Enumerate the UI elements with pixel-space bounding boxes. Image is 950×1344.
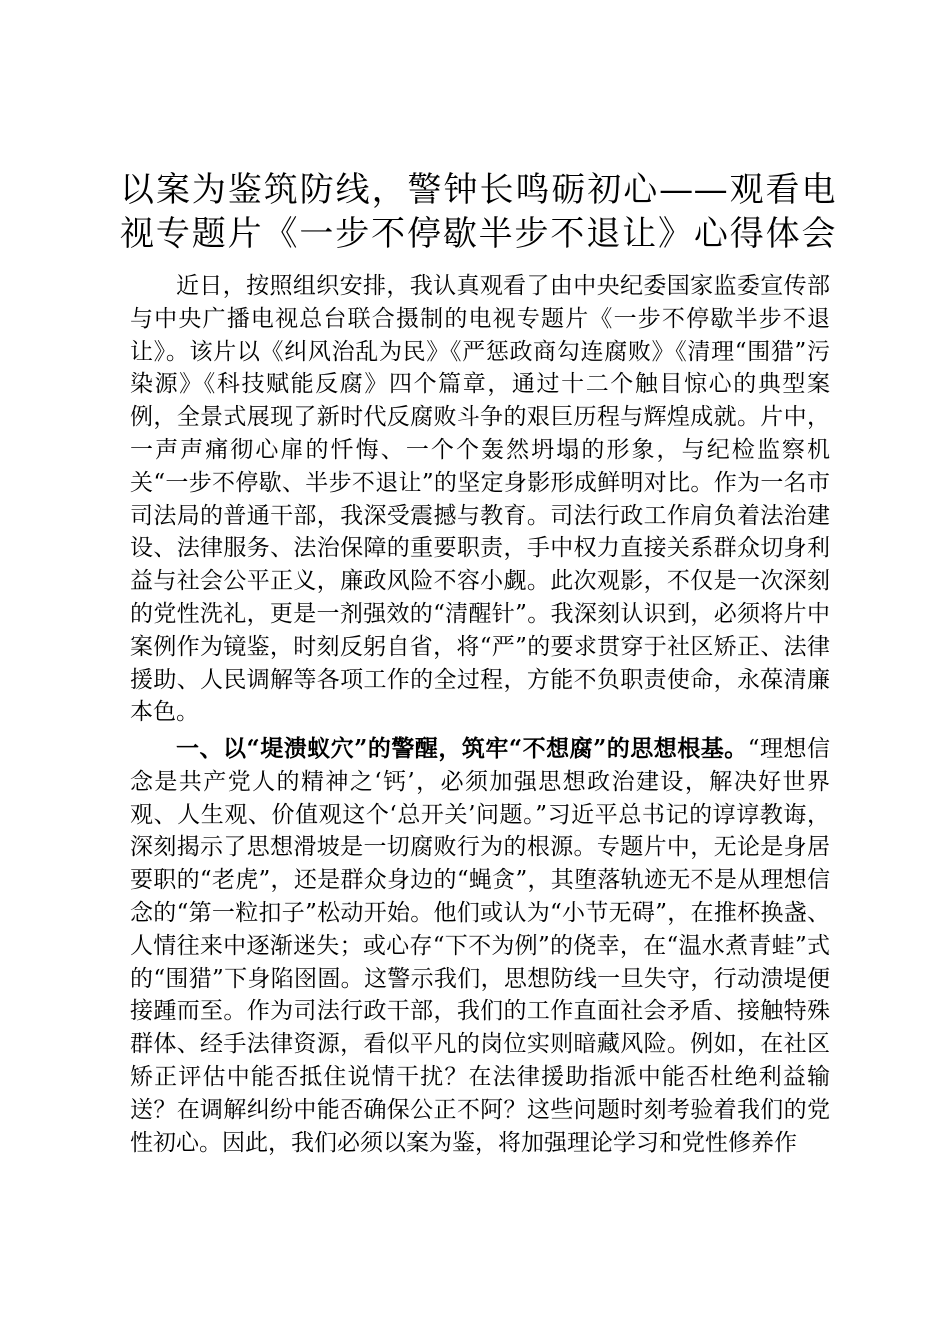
document-title: 以案为鉴筑防线，警钟长鸣砺初心——观看电视专题片《一步不停歇半步不退让》心得体会: [120, 170, 836, 254]
intro-paragraph: [130, 270, 830, 729]
section-one-text: “理想信念是共产党人的精神之‘钙’，必须加强思想政治建设，解决好世界观、人生观、价值观这个‘总开关’问题。”习近平总书记的谆谆教诲，深刻揭示了思想滑坡是一切腐败行为的根源。专题片中，无论是身居要职的“老虎”，还是群众身边的“蝇贪”，其堕落轨迹无不是从理想信念的“第一粒扣子”松动开始。他们或认为“小节无碍”，在推杯换盏、人情往来中逐渐迷失；或心存“下不为例”的侥幸，在“温水煮青蛙”式的“围猎”下身陷囹圄。这警示我们，思想防线一旦失守，行动溃堤便接踵而至。作为司法行政干部，我们的工作直面社会矛盾、接触特殊群体、经手法律资源，看似平凡的岗位实则暗藏风险。例如，在社区矫正评估中能否抵住说情干扰？在法律援助指派中能否杜绝利益输送？在调解纠纷中能否确保公正不阿？这些问题时刻考验着我们的党性初心。因此，我们必须以案为鉴，将加强理论学习和党性修养作: [130, 736, 830, 1156]
section-one-heading: 一、以“堤溃蚁穴”的警醒，筑牢“不想腐”的思想根基。: [176, 735, 748, 762]
intro-paragraph-text: 近日，按照组织安排，我认真观看了由中央纪委国家监委宣传部与中央广播电视总台联合摄制的电视专题片《一步不停歇半步不退让》。该片以《纠风治乱为民》《严惩政商勾连腐败》《清理“围猎”污染源》《科技赋能反腐》四个篇章，通过十二个触目惊心的典型案例，全景式展现了新时代反腐败斗争的艰巨历程与辉煌成就。片中，一声声痛彻心扉的忏悔、一个个轰然坍塌的形象，与纪检监察机关“一步不停歇、半步不退让”的坚定身影形成鲜明对比。作为一名市司法局的普通干部，我深受震撼与教育。司法行政工作肩负着法治建设、法律服务、法治保障的重要职责，手中权力直接关系群众切身利益与社会公平正义，廉政风险不容小觑。此次观影，不仅是一次深刻的党性洗礼，更是一剂强效的“清醒针”。我深刻认识到，必须将片中案例作为镜鉴，时刻反躬自省，将“严”的要求贯穿于社区矫正、法律援助、人民调解等各项工作的全过程，方能不负职责使命，永葆清廉本色。: [130, 273, 830, 726]
section-one-paragraph: [130, 733, 830, 1159]
